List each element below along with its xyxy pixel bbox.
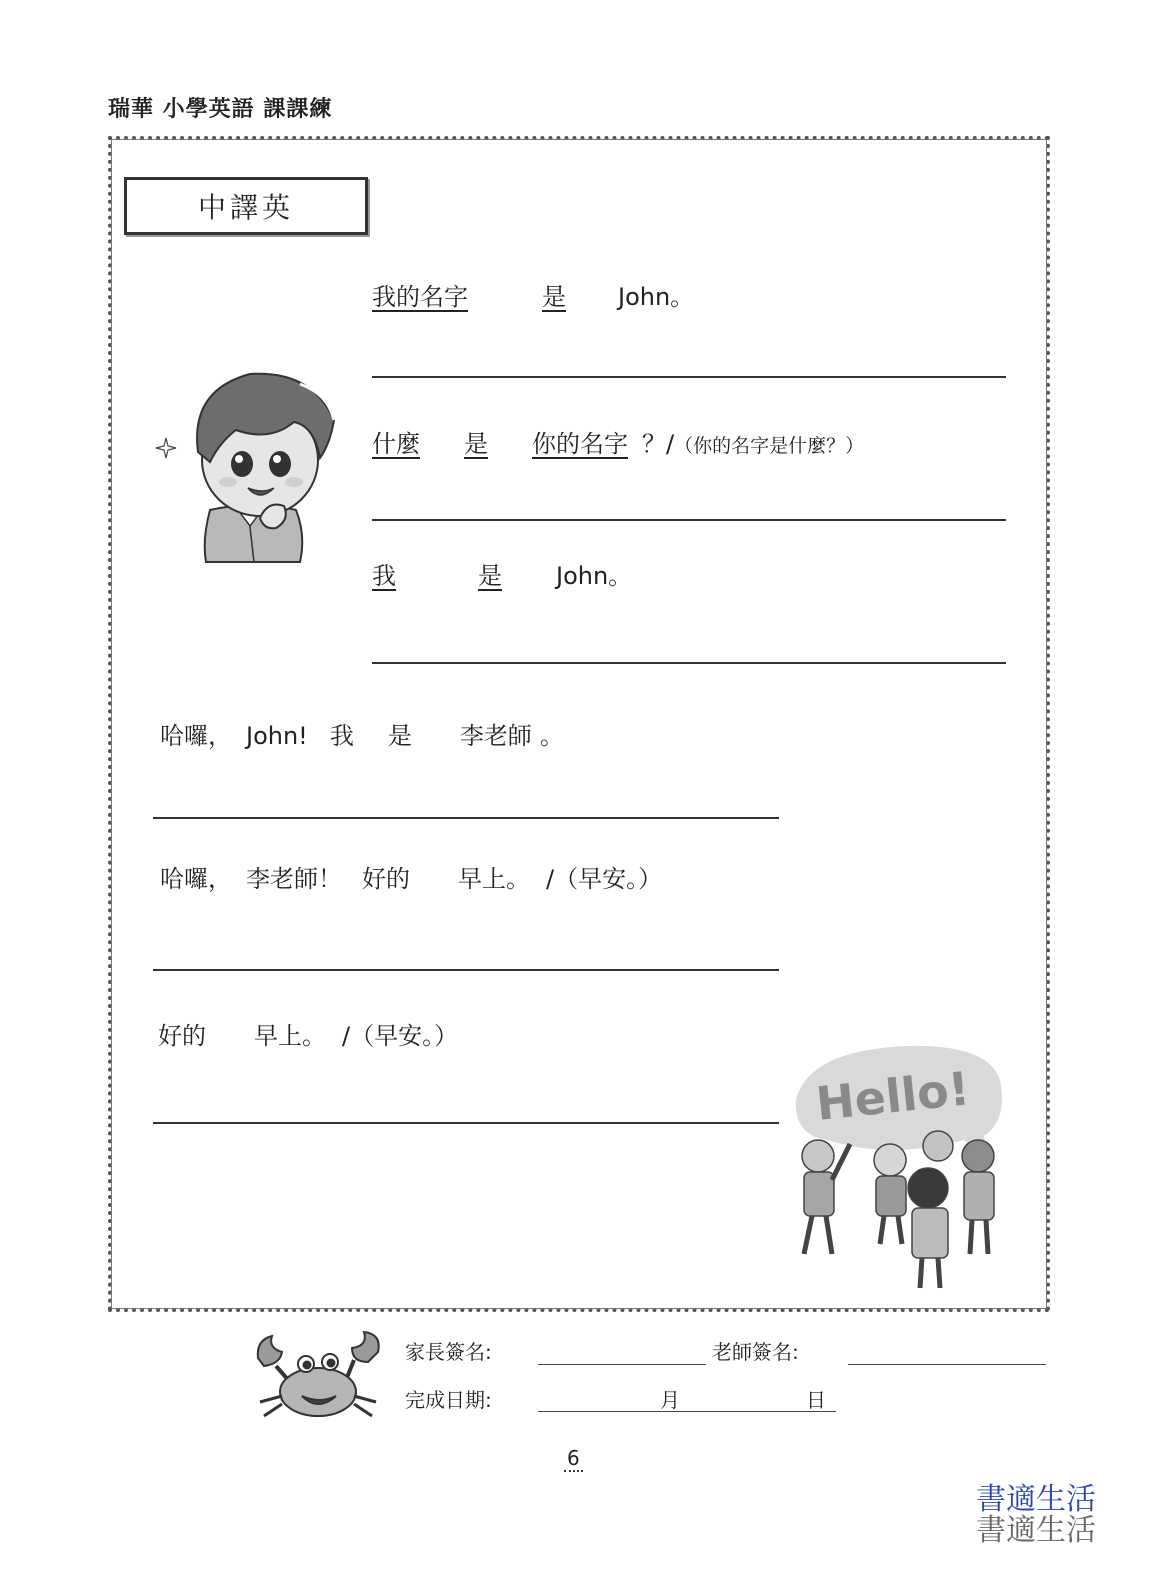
- answer-line-1[interactable]: [372, 376, 1006, 378]
- completion-date-line[interactable]: [538, 1411, 836, 1412]
- answer-line-4[interactable]: [153, 817, 779, 819]
- section-title-text: 中譯英: [197, 191, 294, 224]
- crab-illustration: [250, 1330, 386, 1426]
- q5-part-4: 早上。: [458, 865, 530, 893]
- boy-illustration: [150, 350, 350, 565]
- month-label: 月: [660, 1388, 680, 1412]
- answer-line-3[interactable]: [372, 662, 1006, 664]
- q6-part-2: 早上。: [254, 1022, 326, 1050]
- q5-part-1: 哈囉，: [160, 865, 232, 893]
- question-5: [160, 859, 662, 894]
- question-1: [372, 277, 694, 312]
- answer-line-6[interactable]: [153, 1122, 779, 1124]
- q2-part-3: 你的名字: [532, 430, 628, 458]
- q2-part-5: （你的名字是什麼？）: [674, 435, 865, 457]
- crab-left-claw: [258, 1336, 282, 1366]
- watermark-line-1: 書適生活: [976, 1482, 1096, 1517]
- q4-part-2: John!: [246, 722, 308, 750]
- q4-part-4: 是: [387, 722, 412, 750]
- crab-body: [280, 1368, 356, 1416]
- header-title: 瑞華 小學英語 課課練: [108, 96, 333, 122]
- q3-part-1: 我: [372, 562, 396, 590]
- q6-part-1: 好的: [158, 1022, 206, 1050]
- q5-part-3: 好的: [362, 865, 410, 893]
- q5-part-5: /（早安。）: [546, 865, 663, 893]
- q5-part-2: 李老師！: [246, 865, 342, 893]
- answer-line-5[interactable]: [153, 969, 779, 971]
- q2-part-1: 什麼: [372, 430, 420, 458]
- q1-part-3: John。: [618, 283, 695, 311]
- q1-part-2: 是: [542, 283, 566, 311]
- kids-hello-illustration: [788, 1040, 1012, 1290]
- q3-part-2: 是: [478, 562, 502, 590]
- question-4: [160, 716, 564, 751]
- q1-part-1: 我的名字: [372, 283, 468, 311]
- q4-part-5: 李老師: [459, 722, 532, 750]
- question-6: [158, 1016, 458, 1051]
- watermark-line-2: 書適生活: [976, 1513, 1096, 1548]
- q4-part-1: 哈囉，: [160, 722, 232, 750]
- q6-part-3: /（早安。）: [342, 1022, 459, 1050]
- day-label: 日: [806, 1388, 826, 1412]
- q2-part-4: ？/: [642, 430, 675, 458]
- teacher-signature-line[interactable]: [848, 1364, 1046, 1365]
- page-number: 6: [564, 1446, 583, 1472]
- sparkle-icon: [156, 438, 176, 458]
- question-2: [372, 424, 864, 459]
- q4-part-3: 我: [329, 722, 354, 750]
- question-3: [372, 556, 632, 591]
- section-title: [124, 177, 368, 235]
- crab-right-claw: [352, 1332, 379, 1362]
- q2-part-2: 是: [464, 430, 488, 458]
- parent-signature-label: 家長簽名:: [405, 1340, 492, 1364]
- answer-line-2[interactable]: [372, 519, 1006, 521]
- q4-part-6: 。: [539, 722, 564, 750]
- q3-part-3: John。: [556, 562, 633, 590]
- completion-date-label: 完成日期:: [405, 1388, 492, 1412]
- speech-bubble-text: Hello!: [813, 1061, 973, 1131]
- parent-signature-line[interactable]: [538, 1364, 706, 1365]
- teacher-signature-label: 老師簽名:: [712, 1340, 799, 1364]
